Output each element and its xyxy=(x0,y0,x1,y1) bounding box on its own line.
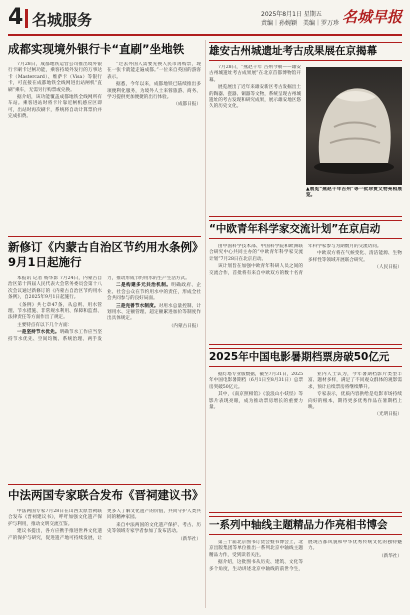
article-title: 中法两国专家联合发布《晋祠建议书》 xyxy=(8,488,204,502)
stone-artifact-image xyxy=(306,67,402,185)
paragraph: 业内人士认为，今年暑期档影片类型丰富、题材多样，满足了不同观众群体的观影需求，预计后续票房将继续攀升。 xyxy=(308,372,402,390)
paragraph: 7月28日，“燕赵千年 古州今朝——雄安古州城遗址考古成果展”在北京首都博物馆开幕。 xyxy=(209,65,301,83)
column-divider xyxy=(205,40,206,608)
paragraph: 7月28日，成都地铁运营公司推出境外银行卡刷卡过闸功能，乘客持境外发行的万事达卡（Mastercard）、维萨卡（Visa）等银行卡，可直接在成都地铁全线网进出站闸机“直刷”乘车，无需另行购票或兑换。 xyxy=(8,62,102,93)
exhibit-photo xyxy=(306,67,402,185)
article-credit: （光明日报） xyxy=(374,412,402,418)
point-text: 明确节水工作应当坚持节水优先、空间均衡、系统治理、两手发力，推动形成节约用水的生产生活方式。 xyxy=(8,276,190,342)
divider xyxy=(209,512,402,513)
article-body xyxy=(209,540,402,608)
article-columns xyxy=(209,65,402,211)
header-rule xyxy=(8,34,402,36)
paragraph: 本报讯 记者 杨华影 7月24日，内蒙古自治区第十四届人民代表大会常务委员会第十八次会议通过新修订的《内蒙古自治区节约用水条例》，自2025年9月1日起施行。 xyxy=(8,276,102,301)
paragraph: 专家表示，优质内容供给是电影市场持续向好的根本，期待更多优秀作品在暑期档上映。 xyxy=(308,392,402,411)
article-credit: （新华社） xyxy=(178,536,201,542)
paragraph: 中欧双方将在气候变化、清洁能源、生物多样性等领域开展联合研究。 xyxy=(308,251,402,263)
article-credit: （人民日报） xyxy=(374,265,402,271)
article-sino-eu-scientists xyxy=(209,220,402,340)
article-body xyxy=(8,276,201,476)
article-chengdu-metro xyxy=(8,42,201,182)
point xyxy=(107,304,201,323)
divider xyxy=(8,236,201,237)
paragraph: 该计划旨在加强中欧青年科研人员之间的交流合作，首批将有来自中欧双方的数十名青年科学家参与为期数月的交流访问。 xyxy=(209,244,382,276)
article-body xyxy=(209,65,301,211)
page-header xyxy=(8,6,402,36)
paragraph: 据悉，今年以来，成都地铁已陆续推出多项便利化服务，为境外人士来蓉旅游、商务、学习提供更加便捷的出行体验。 xyxy=(107,82,201,101)
article-body xyxy=(209,244,402,338)
article-title-text: 新修订《内蒙古自治区节约用水条例》9月1日起施行 xyxy=(8,240,198,269)
article-credit: （新华社） xyxy=(379,553,402,559)
divider xyxy=(8,484,201,485)
paragraph: “过去外国人需要先换人民币再购票，现在一张卡就能走遍成都。”一位来自英国的游客表示。 xyxy=(107,62,201,80)
paragraph: 建议书提出，各方应携手推进世界文化遗产的保护与研究，促进遗产地可持续发展，让更多人了解文化遗产的价值，共同守护人类共同的精神家园。 xyxy=(8,509,201,541)
point-text: 明确政府、企业、社会公众在节约用水中的责任，形成全社会共同参与的良好局面。 xyxy=(107,283,201,302)
divider xyxy=(209,344,402,345)
point-head: 二是构建多元共治机制。 xyxy=(116,283,172,289)
point-head: 三是完善节水制度。 xyxy=(116,303,159,309)
article-body xyxy=(8,62,201,180)
divider xyxy=(209,216,402,217)
paragraph: 展览展出了近年来雄安新区考古发掘出土的陶器、瓷器、铜器等文物，系统呈现古州城遗址的考古发现和研究成果，展示雄安地区悠久的历史文化。 xyxy=(209,85,301,110)
article-title: 一系列中轴线主题精品力作亮相书博会 xyxy=(209,516,402,535)
masthead-logo: 名城早报 xyxy=(341,8,402,26)
photo-caption: ▲展览“燕赵千年古州”等一批珍贵文物亮相展览。 xyxy=(306,187,402,199)
article-title: 成都实现境外银行卡“直刷”坐地铁 xyxy=(8,42,185,56)
article-body xyxy=(8,509,201,605)
article-title xyxy=(8,240,201,270)
point xyxy=(107,283,201,302)
article-credit: （成都日报） xyxy=(173,102,201,108)
article-title: 雄安古州城遗址考古成果展在京揭幕 xyxy=(209,42,402,61)
paragraph: 《条例》共七章47条，从总则、用水管理、节水措施、非常规水利用、保障和监督、法律责任等方面作出了规定。 xyxy=(8,302,102,321)
paragraph: 来自中法两国的文化遗产保护、考古、历史等领域专家学者参加了发布活动。 xyxy=(107,522,201,535)
section-bar xyxy=(25,9,28,28)
paragraph: 其中，《南京照相馆》《浪浪山小妖怪》等影片表现亮眼，成为推动票房增长的重要力量。 xyxy=(209,392,303,411)
article-summer-box-office xyxy=(209,348,402,508)
paragraph: 由中国科学技术部、中国科学院和欧洲联合研究中心共同主办的“中欧青年科学家交流计划”7月28日在北京启动。 xyxy=(209,244,303,262)
article-body xyxy=(209,372,402,506)
staff-line: 责编｜孙婉颖 美编｜罗万珍 xyxy=(261,20,340,27)
page-number: 4 xyxy=(8,5,24,30)
paragraph: 第三十届北京图书订货会暨书博会上，北京出版集团等单位推出一系列北京中轴线主题精品力作，受到读者关注。 xyxy=(209,540,303,558)
article-credit: （内蒙古日报） xyxy=(168,323,201,329)
paragraph: 据介绍，该功能覆盖成都地铁全线网所有车站。乘客进站时将卡片靠近闸机感应区即可，出站时再次刷卡，系统将自动计算票价并完成扣费。 xyxy=(8,95,102,120)
paragraph: 主要特点有以下几个方面： xyxy=(17,322,73,328)
paragraph: 据灯塔专业版数据，截至7月31日，2025年中国电影暑期档（6月1日至8月31日）总票房突破50亿元。 xyxy=(209,372,303,390)
article-xiongan-exhibition xyxy=(209,42,402,212)
date-line: 2025年8月1日 星期五 xyxy=(261,11,322,18)
article-water-regulation xyxy=(8,240,201,480)
paragraph: 据介绍，这批图书从历史、建筑、文化等多个角度，生动讲述北京中轴线的前世今生，展现古都风貌和中华优秀传统文化的独特魅力。 xyxy=(209,540,402,572)
article-title: 2025年中国电影暑期档票房破50亿元 xyxy=(209,348,402,367)
point-head: 一是坚持节水优先。 xyxy=(17,330,60,336)
paragraph: 中法两国专家7月28日在山西太原晋祠联合发布《晋祠建议书》，呼吁加强文化遗产保护与利用，推动文明交流互鉴。 xyxy=(8,509,102,527)
article-jinci-proposal xyxy=(8,488,204,608)
point-text: 对用水总量控制、计划用水、定额管理、超定额累进加价等制度作出具体规定。 xyxy=(107,303,201,322)
section-name: 名城服务 xyxy=(32,11,93,29)
article-title: “中欧青年科学家交流计划”在京启动 xyxy=(209,220,402,239)
article-central-axis-books xyxy=(209,516,402,608)
